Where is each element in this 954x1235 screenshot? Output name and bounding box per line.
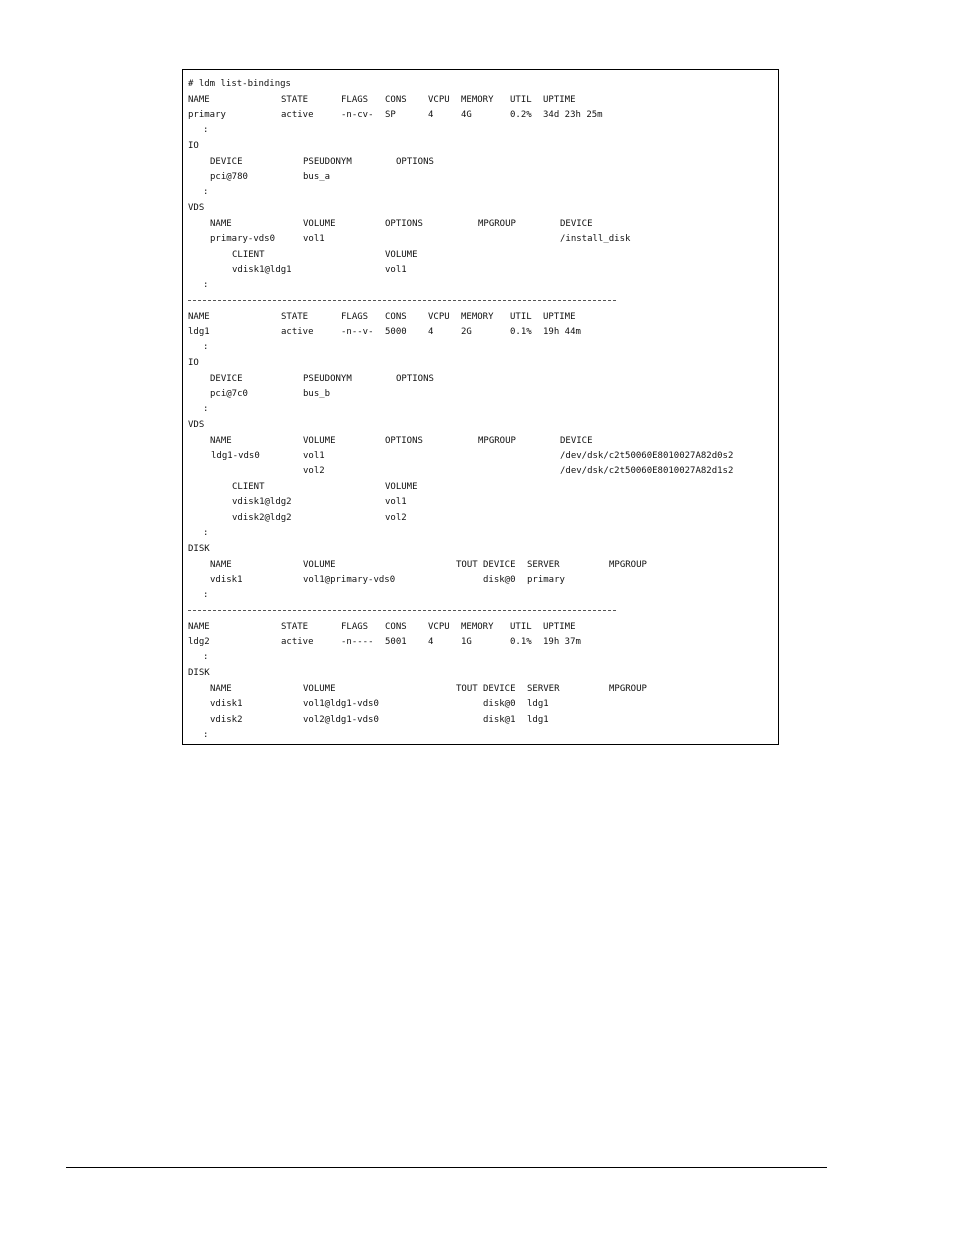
domain-cons: 5001 [385,637,407,647]
vds-device: /dev/dsk/c2t50060E8010027A82d0s2 [560,451,734,461]
disk-name: vdisk1 [210,699,243,709]
domain-header-state: STATE [281,622,309,632]
vds-client: vdisk2@ldg2 [232,513,292,523]
domain-header-name: NAME [188,312,210,322]
disk-device: disk@0 [483,699,516,709]
disk-volume: vol1@ldg1-vds0 [303,699,379,709]
domain-header-cons: CONS [385,312,407,322]
io-header-device: DEVICE [210,157,243,167]
domain-header-flags: FLAGS [341,95,369,105]
domain-header-state: STATE [281,312,309,322]
domain-name: primary [188,110,226,120]
domain-util: 0.1% [510,327,532,337]
domain-uptime: 34d 23h 25m [543,110,603,120]
domain-header-vcpu: VCPU [428,622,450,632]
vds-client-header: CLIENT [232,250,265,260]
vds-header-mpgroup: MPGROUP [478,219,516,229]
disk-header-volume: VOLUME [303,560,336,570]
vds-header-volume: VOLUME [303,219,336,229]
domain-separator [188,610,616,611]
domain-flags: -n---- [341,637,374,647]
domain-flags: -n--v- [341,327,374,337]
vds-client-volume-header: VOLUME [385,250,418,260]
disk-header-tout: TOUT [456,560,478,570]
io-header-pseudonym: PSEUDONYM [303,157,352,167]
vds-header-options: OPTIONS [385,219,423,229]
vds-client: vdisk1@ldg2 [232,497,292,507]
domain-header-vcpu: VCPU [428,312,450,322]
domain-state: active [281,637,314,647]
vds-device: /dev/dsk/c2t50060E8010027A82d1s2 [560,466,734,476]
io-header-pseudonym: PSEUDONYM [303,374,352,384]
domain-vcpu: 4 [428,327,434,337]
ellipsis: : [203,125,209,135]
domain-cons: 5000 [385,327,407,337]
io-device: pci@7c0 [210,389,248,399]
disk-header-server: SERVER [527,560,560,570]
domain-util: 0.1% [510,637,532,647]
vds-name: primary-vds0 [210,234,276,244]
domain-name: ldg1 [188,327,210,337]
disk-header-mpgroup: MPGROUP [609,684,647,694]
vds-client-volume: vol1 [385,265,407,275]
vds-client-header: CLIENT [232,482,265,492]
domain-header-util: UTIL [510,312,532,322]
disk-header-volume: VOLUME [303,684,336,694]
io-pseudonym: bus_a [303,172,331,182]
io-header-options: OPTIONS [396,374,434,384]
domain-header-flags: FLAGS [341,622,369,632]
domain-header-name: NAME [188,95,210,105]
section-title-vds: VDS [188,203,205,213]
vds-header-device: DEVICE [560,219,593,229]
ellipsis: : [203,730,209,740]
vds-client-volume-header: VOLUME [385,482,418,492]
domain-uptime: 19h 44m [543,327,581,337]
domain-name: ldg2 [188,637,210,647]
vds-header-name: NAME [210,436,232,446]
domain-memory: 1G [461,637,472,647]
disk-header-device: DEVICE [483,684,516,694]
vds-header-volume: VOLUME [303,436,336,446]
disk-header-name: NAME [210,560,232,570]
domain-header-state: STATE [281,95,309,105]
section-title-io: IO [188,141,199,151]
io-header-options: OPTIONS [396,157,434,167]
disk-server: ldg1 [527,715,549,725]
disk-name: vdisk2 [210,715,243,725]
disk-header-device: DEVICE [483,560,516,570]
section-title-disk: DISK [188,544,210,554]
domain-header-cons: CONS [385,95,407,105]
disk-header-mpgroup: MPGROUP [609,560,647,570]
disk-header-server: SERVER [527,684,560,694]
ldm-list-bindings-listing [183,70,778,744]
domain-state: active [281,327,314,337]
ellipsis: : [203,404,209,414]
domain-header-cons: CONS [385,622,407,632]
disk-name: vdisk1 [210,575,243,585]
disk-header-tout: TOUT [456,684,478,694]
domain-uptime: 19h 37m [543,637,581,647]
domain-vcpu: 4 [428,110,434,120]
vds-client-volume: vol1 [385,497,407,507]
disk-volume: vol2@ldg1-vds0 [303,715,379,725]
domain-header-util: UTIL [510,622,532,632]
disk-server: primary [527,575,565,585]
section-title-disk: DISK [188,668,210,678]
vds-volume: vol2 [303,466,325,476]
domain-header-name: NAME [188,622,210,632]
disk-volume: vol1@primary-vds0 [303,575,396,585]
domain-cons: SP [385,110,396,120]
vds-volume: vol1 [303,234,325,244]
domain-memory: 2G [461,327,472,337]
domain-header-memory: MEMORY [461,95,494,105]
disk-header-name: NAME [210,684,232,694]
domain-vcpu: 4 [428,637,434,647]
section-title-io: IO [188,358,199,368]
command-line: # ldm list-bindings [188,79,291,89]
ellipsis: : [203,342,209,352]
vds-header-mpgroup: MPGROUP [478,436,516,446]
vds-client-volume: vol2 [385,513,407,523]
domain-state: active [281,110,314,120]
page-footer-rule [66,1167,827,1168]
domain-header-uptime: UPTIME [543,312,576,322]
disk-server: ldg1 [527,699,549,709]
domain-header-uptime: UPTIME [543,622,576,632]
vds-device: /install_disk [560,234,631,244]
domain-header-flags: FLAGS [341,312,369,322]
domain-header-vcpu: VCPU [428,95,450,105]
domain-separator [188,300,616,301]
ellipsis: : [203,652,209,662]
vds-name: ldg1-vds0 [211,451,260,461]
disk-device: disk@1 [483,715,516,725]
domain-header-uptime: UPTIME [543,95,576,105]
domain-header-util: UTIL [510,95,532,105]
ellipsis: : [203,187,209,197]
ellipsis: : [203,590,209,600]
domain-util: 0.2% [510,110,532,120]
disk-device: disk@0 [483,575,516,585]
domain-flags: -n-cv- [341,110,374,120]
vds-client: vdisk1@ldg1 [232,265,292,275]
vds-header-device: DEVICE [560,436,593,446]
section-title-vds: VDS [188,420,205,430]
domain-memory: 4G [461,110,472,120]
command-output-figure [182,69,779,745]
vds-header-options: OPTIONS [385,436,423,446]
io-header-device: DEVICE [210,374,243,384]
io-device: pci@780 [210,172,248,182]
ellipsis: : [203,280,209,290]
vds-volume: vol1 [303,451,325,461]
domain-header-memory: MEMORY [461,622,494,632]
ellipsis: : [203,528,209,538]
io-pseudonym: bus_b [303,389,331,399]
vds-header-name: NAME [210,219,232,229]
domain-header-memory: MEMORY [461,312,494,322]
